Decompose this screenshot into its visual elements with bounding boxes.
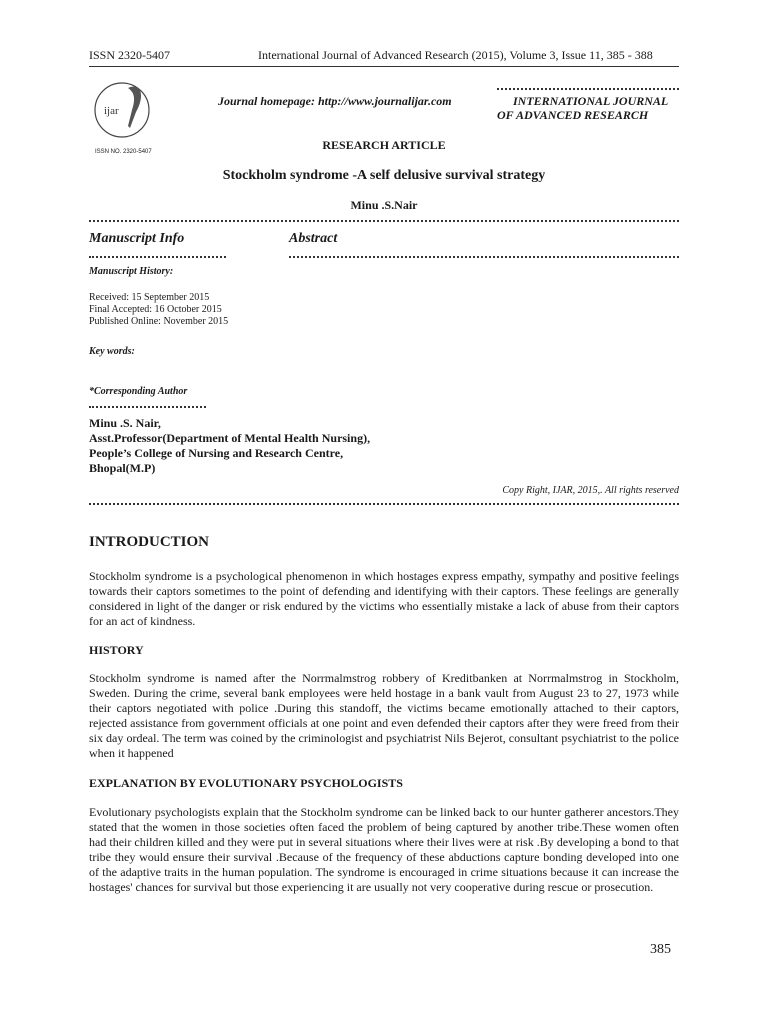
manuscript-info-heading: Manuscript Info (89, 231, 185, 246)
corresponding-author-label: *Corresponding Author (89, 386, 188, 397)
evolutionary-paragraph: Evolutionary psychologists explain that the Stockholm syndrome can be linked back to our hunter gatherer ancestors.They stated that the women in those societies often faced the problem of being captured by another tribe.These women often had their children killed and they were put in several situations where their lives were at risk .By developing a bond to that tribe they would ensure their survival .Because of the frequency of these abductions capture bonding developed into one of the adaptive traits in the human population. The syndrome is encouraged in crime situations because it can increase the hostages' chances for survival but those experiencing it are usually not very cooperative during rescue or prosecution. (89, 805, 679, 894)
divider-corresponding (89, 406, 206, 408)
divider-manuscript (89, 256, 226, 258)
article-type: RESEARCH ARTICLE (322, 138, 446, 152)
manuscript-dates (89, 292, 228, 328)
affiliation-position: Asst.Professor(Department of Mental Health Nursing), (89, 431, 371, 445)
journal-name-line1: INTERNATIONAL JOURNAL (513, 94, 669, 108)
article-author: Minu .S.Nair (350, 198, 418, 212)
history-heading: HISTORY (89, 643, 144, 657)
introduction-paragraph: Stockholm syndrome is a psychological phenomenon in which hostages express empathy, sympathy and positive feelings towards their captors sometimes to the point of defending and identifying with their captors. These feelings are generally considered in light of the danger or risk endured by the victims who essentially mistake a lack of abuse from their captors for an act of kindness. (89, 569, 679, 628)
published-date: Published Online: November 2015 (89, 316, 229, 327)
logo-issn: ISSN NO. 2320-5407 (95, 149, 152, 155)
divider-bottom (89, 503, 679, 505)
divider-top (89, 220, 679, 222)
affiliation-college: People’s College of Nursing and Research Centre, (89, 446, 344, 460)
logo-text: ijar (104, 105, 119, 117)
author-affiliation (89, 416, 370, 476)
header-rule (89, 66, 679, 67)
history-paragraph: Stockholm syndrome is named after the Norrmalmstrog robbery of Kreditbanken at Norrmalmstrog in Stockholm, Sweden. During the crime, several bank employees were held hostage in a bank vault from August 23 to 27, 1973 while their captors negotiated with police .During this standoff, the victims became emotionally attached to their captors, rejected assistance from government officials at one point and even defended their captors after they were freed from their six day ordeal. The term was coined by the criminologist and psychiatrist Nils Bejerot, consultant psychiatrist to the police when it happened (89, 671, 679, 760)
introduction-heading: INTRODUCTION (89, 534, 210, 550)
evolutionary-heading: EXPLANATION BY EVOLUTIONARY PSYCHOLOGISTS (89, 776, 403, 790)
journal-homepage: Journal homepage: http://www.journalijar.com (218, 94, 452, 108)
accepted-date: Final Accepted: 16 October 2015 (89, 304, 222, 315)
journal-name-line2: OF ADVANCED RESEARCH (497, 108, 649, 122)
affiliation-city: Bhopal(M.P) (89, 461, 156, 475)
header-journal-citation: International Journal of Advanced Research (2015), Volume 3, Issue 11, 385 - 388 (258, 48, 653, 62)
received-date: Received: 15 September 2015 (89, 292, 210, 303)
divider-abstract (289, 256, 679, 258)
abstract-heading: Abstract (289, 231, 338, 246)
affiliation-name: Minu .S. Nair, (89, 416, 161, 430)
article-title: Stockholm syndrome -A self delusive survival strategy (222, 168, 546, 183)
keywords-label: Key words: (89, 346, 135, 357)
copyright-notice: Copy Right, IJAR, 2015,. All rights reserved (502, 485, 679, 496)
manuscript-history-label: Manuscript History: (89, 266, 174, 277)
header-issn: ISSN 2320-5407 (89, 48, 171, 62)
page-number: 385 (650, 942, 671, 957)
